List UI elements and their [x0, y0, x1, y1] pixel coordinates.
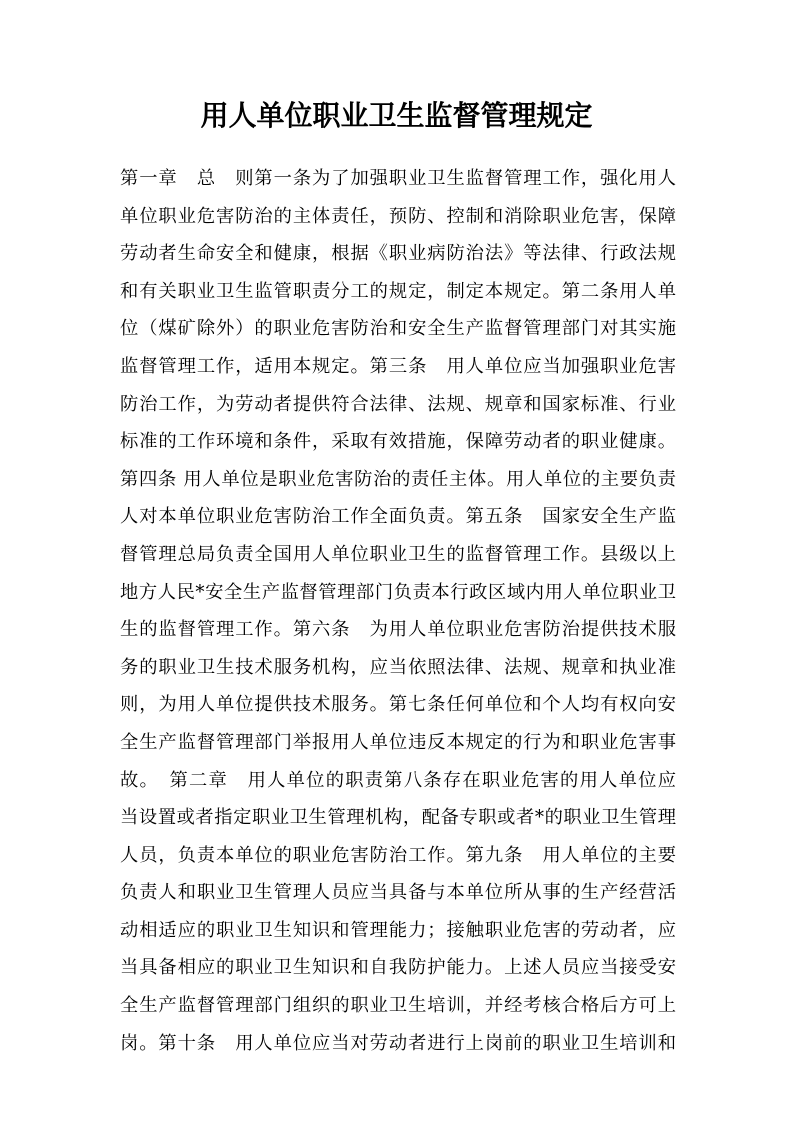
body-line: 督管理总局负责全国用人单位职业卫生的监督管理工作。县级以上: [120, 543, 676, 565]
body-line: 全生产监督管理部门组织的职业卫生培训，并经考核合格后方可上: [120, 995, 676, 1017]
body-line: 标准的工作环境和条件，采取有效措施，保障劳动者的职业健康。: [120, 431, 676, 453]
body-line: 第四条 用人单位是职业危害防治的责任主体。用人单位的主要负责: [120, 468, 676, 490]
document-title: 用人单位职业卫生监督管理规定: [200, 99, 593, 132]
body-line: 单位职业危害防治的主体责任，预防、控制和消除职业危害，保障: [120, 205, 676, 227]
body-line: 务的职业卫生技术服务机构，应当依照法律、法规、规章和执业准: [120, 656, 676, 678]
body-line: 和有关职业卫生监管职责分工的规定，制定本规定。第二条用人单: [120, 280, 676, 302]
body-line: 全生产监督管理部门举报用人单位违反本规定的行为和职业危害事: [120, 731, 676, 753]
body-line: 劳动者生命安全和健康，根据《职业病防治法》等法律、行政法规: [120, 243, 676, 265]
body-line: 负责人和职业卫生管理人员应当具备与本单位所从事的生产经营活: [120, 882, 676, 904]
body-line: 地方人民*安全生产监督管理部门负责本行政区域内用人单位职业卫: [120, 581, 676, 603]
body-line: 生的监督管理工作。第六条 为用人单位职业危害防治提供技术服: [120, 619, 676, 641]
body-line: 人对本单位职业危害防治工作全面负责。第五条 国家安全生产监: [120, 506, 676, 528]
body-line: 故。 第二章 用人单位的职责第八条存在职业危害的用人单位应: [120, 769, 676, 791]
body-line: 当具备相应的职业卫生知识和自我防护能力。上述人员应当接受安: [120, 957, 676, 979]
body-line: 第一章 总 则第一条为了加强职业卫生监督管理工作，强化用人: [120, 168, 676, 189]
body-line: 监督管理工作，适用本规定。第三条 用人单位应当加强职业危害: [120, 355, 676, 377]
document-body: [120, 160, 676, 1062]
body-line: 人员，负责本单位的职业危害防治工作。第九条 用人单位的主要: [120, 844, 676, 866]
body-line: 动相适应的职业卫生知识和管理能力；接触职业危害的劳动者，应: [120, 919, 676, 941]
body-line: 当设置或者指定职业卫生管理机构，配备专职或者*的职业卫生管理: [120, 807, 676, 829]
body-line: 防治工作，为劳动者提供符合法律、法规、规章和国家标准、行业: [120, 393, 676, 415]
body-line: 岗。第十条 用人单位应当对劳动者进行上岗前的职业卫生培训和: [120, 1032, 676, 1054]
body-line: 则，为用人单位提供技术服务。第七条任何单位和个人均有权向安: [120, 694, 676, 716]
body-line: 位（煤矿除外）的职业危害防治和安全生产监督管理部门对其实施: [120, 318, 676, 340]
